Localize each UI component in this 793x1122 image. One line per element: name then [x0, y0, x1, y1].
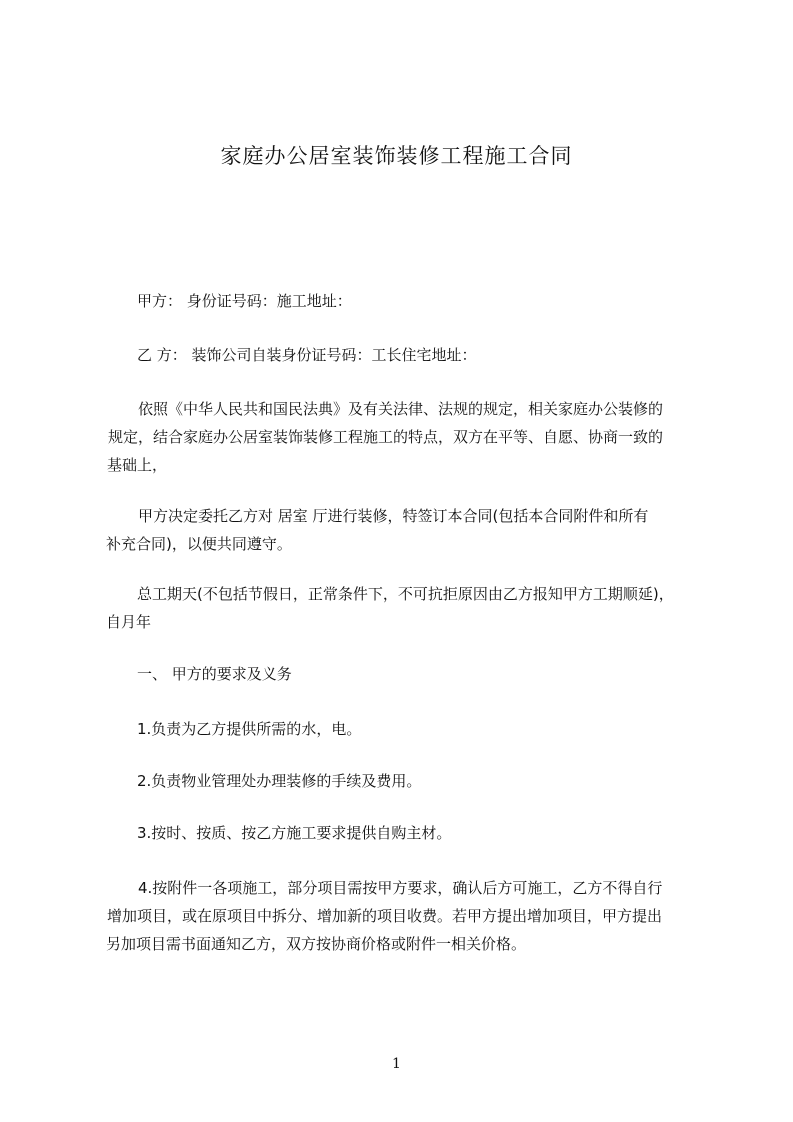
entrust-line-1: 甲方决定委托乙方对 居室 厅进行装修，特签订本合同(包括本合同附件和所有 [138, 507, 649, 525]
duration-line-1: 总工期天(不包括节假日，正常条件下，不可抗拒原因由乙方报知甲方工期顺延)， [137, 585, 674, 603]
list-item-1: 1.负责为乙方提供所需的水，电。 [137, 720, 362, 738]
section-1-heading: 一、 甲方的要求及义务 [137, 665, 292, 683]
list-item-4-line-3: 另加项目需书面通知乙方，双方按协商价格或附件一相关价格。 [106, 935, 527, 953]
list-item-2: 2.负责物业管理处办理装修的手续及费用。 [137, 772, 422, 790]
party-b-line: 乙 方： 装饰公司自装身份证号码：工长住宅地址： [137, 346, 477, 364]
list-item-3: 3.按时、按质、按乙方施工要求提供自购主材。 [137, 824, 452, 842]
basis-paragraph [107, 395, 663, 479]
entrust-paragraph [106, 502, 648, 558]
list-item-4-line-1: 4.按附件一各项施工，部分项目需按甲方要求，确认后方可施工，乙方不得自行 [138, 879, 663, 897]
page-number: 1 [392, 1056, 401, 1072]
duration-paragraph [106, 580, 674, 636]
list-item-4-line-2: 增加项目，或在原项目中拆分、增加新的项目收费。若甲方提出增加项目，甲方提出 [107, 907, 663, 925]
party-a-line: 甲方： 身份证号码：施工地址： [137, 292, 352, 310]
basis-line-3: 基础上， [107, 456, 168, 474]
basis-line-2: 规定，结合家庭办公居室装饰装修工程施工的特点，双方在平等、自愿、协商一致的 [108, 428, 664, 446]
entrust-line-2: 补充合同)，以便共同遵守。 [106, 535, 292, 553]
basis-line-1: 依照《中华人民共和国民法典》及有关法律、法规的规定，相关家庭办公装修的 [138, 400, 664, 418]
duration-line-2: 自月年 [106, 613, 152, 631]
page-title: 家庭办公居室装饰装修工程施工合同 [220, 144, 573, 168]
list-item-4 [106, 874, 662, 958]
